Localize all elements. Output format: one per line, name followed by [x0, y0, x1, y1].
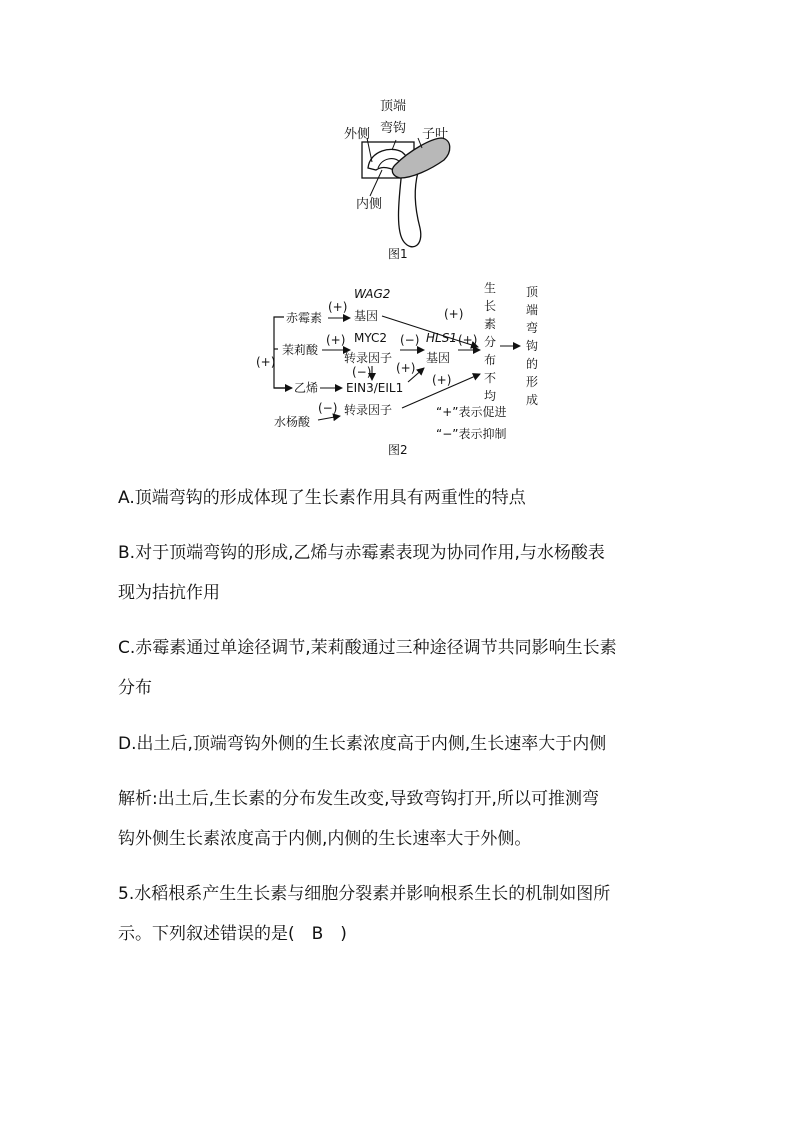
analysis-line-2: 钩外侧生长素浓度高于内侧,内侧的生长速率大于外侧。	[118, 829, 532, 849]
node-myc2-tf: 转录因子	[344, 351, 393, 365]
legend-plus: “+”表示促进	[436, 405, 507, 419]
label-cotyledon: 子叶	[422, 127, 449, 142]
label-top-2: 弯钩	[380, 121, 407, 136]
figure-2-caption: 图2	[388, 443, 408, 457]
svg-text:钩: 钩	[526, 339, 539, 353]
hook-column	[526, 285, 539, 407]
svg-text:成: 成	[526, 393, 539, 407]
minus-sa-tf: (−)	[318, 401, 338, 415]
plus-ga-wag2: (+)	[328, 300, 348, 314]
node-hls1: HLS1	[426, 331, 457, 345]
node-myc2: MYC2	[354, 331, 388, 345]
node-wag2: WAG2	[354, 287, 391, 301]
svg-text:素: 素	[484, 317, 497, 331]
figure-1-caption: 图1	[388, 247, 408, 261]
node-jasmonic-acid: 茉莉酸	[282, 343, 319, 357]
arrow-sa-tf	[318, 416, 340, 420]
label-top-1: 顶端	[380, 99, 407, 114]
svg-text:长: 长	[484, 299, 497, 313]
label-inner: 内侧	[356, 197, 383, 212]
option-c-line-2: 分布	[118, 678, 152, 698]
plus-tf-auxin: (+)	[432, 373, 452, 387]
svg-text:不: 不	[484, 371, 497, 385]
node-ethylene: 乙烯	[294, 381, 319, 395]
node-salicylic-acid: 水杨酸	[274, 415, 311, 429]
plus-ja-myc2: (+)	[326, 333, 346, 347]
plus-ein3-hls1: (+)	[396, 361, 416, 375]
node-hls1-gene: 基因	[426, 351, 451, 365]
svg-text:布: 布	[484, 353, 497, 367]
option-b-line-2: 现为拮抗作用	[118, 583, 220, 603]
analysis-line-1: 解析:出土后,生长素的分布发生改变,导致弯钩打开,所以可推测弯	[118, 789, 599, 809]
option-d: D.出土后,顶端弯钩外侧的生长素浓度高于内侧,生长速率大于内侧	[118, 734, 607, 754]
figures	[0, 0, 794, 470]
svg-text:均: 均	[484, 389, 497, 403]
legend-minus: “−”表示抑制	[436, 427, 507, 441]
hypocotyl-shape	[399, 170, 421, 247]
svg-text:生: 生	[484, 281, 497, 295]
figure-1-seedling	[344, 98, 450, 261]
node-sa-tf: 转录因子	[344, 403, 393, 417]
minus-myc2-hls1: (−)	[400, 333, 420, 347]
node-ein3: EIN3/EIL1	[346, 381, 404, 395]
inner-pointer	[370, 170, 382, 196]
svg-text:顶: 顶	[526, 285, 539, 299]
figure-2-network	[256, 280, 539, 457]
option-c-line-1: C.赤霉素通过单途径调节,茉莉酸通过三种途径调节共同影响生长素	[118, 638, 617, 658]
question-5-line-1: 5.水稻根系产生生长素与细胞分裂素并影响根系生长的机制如图所	[118, 884, 611, 904]
label-outer: 外侧	[344, 127, 371, 142]
auxin-column	[484, 280, 496, 403]
svg-text:形: 形	[526, 375, 539, 389]
plus-hls1-auxin: (+)	[458, 333, 478, 347]
svg-text:的: 的	[526, 357, 539, 371]
option-b-line-1: B.对于顶端弯钩的形成,乙烯与赤霉素表现为协同作用,与水杨酸表	[118, 543, 605, 563]
svg-text:弯: 弯	[526, 321, 539, 335]
plus-wag2-auxin: (+)	[444, 307, 464, 321]
minus-myc2-ein3: (−)	[352, 365, 372, 379]
node-wag2-gene: 基因	[354, 309, 379, 323]
svg-text:分: 分	[484, 335, 497, 349]
node-gibberellin: 赤霉素	[286, 311, 323, 325]
bracket-plus: (+)	[256, 355, 276, 369]
svg-text:端: 端	[526, 303, 539, 317]
option-a: A.顶端弯钩的形成体现了生长素作用具有两重性的特点	[118, 488, 526, 508]
question-5-line-2: 示。下列叙述错误的是( B )	[118, 924, 347, 944]
